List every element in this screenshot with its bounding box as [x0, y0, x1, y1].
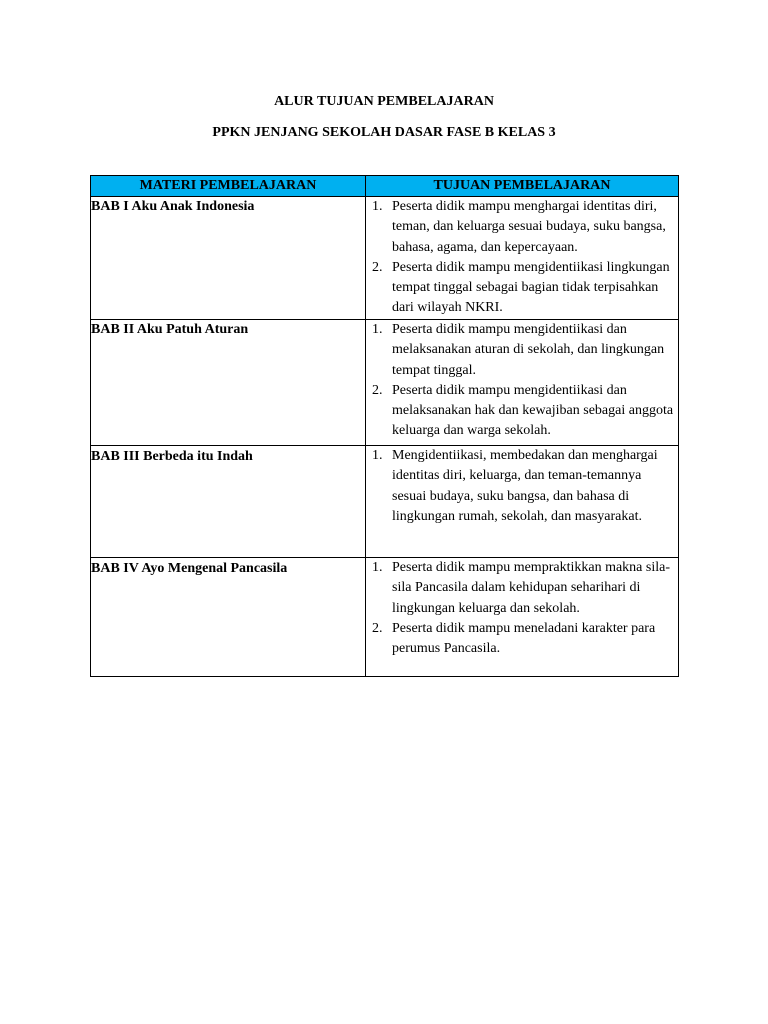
objective-item: 1. Mengidentiikasi, membedakan dan menghargai identitas diri, keluarga, dan teman-temannya sesuai budaya, suku bangsa, dan bahasa di lingkungan rumah, sekolah, dan masyarakat. [386, 446, 678, 527]
document-title: ALUR TUJUAN PEMBELAJARAN [274, 94, 494, 109]
materi-cell: BAB II Aku Patuh Aturan [91, 320, 366, 446]
objective-item: 1. Peserta didik mampu mengidentiikasi dan melaksanakan aturan di sekolah, dan lingkungan tempat tinggal. [386, 320, 678, 381]
header-materi: MATERI PEMBELAJARAN [91, 176, 366, 197]
table-header-row [91, 176, 679, 197]
header-tujuan: TUJUAN PEMBELAJARAN [366, 176, 679, 197]
objective-list [366, 558, 678, 659]
table-row [91, 320, 679, 446]
objective-list [366, 446, 678, 527]
tujuan-cell [366, 320, 679, 446]
objective-item: 1. Peserta didik mampu menghargai identitas diri, teman, dan keluarga sesuai budaya, suku bangsa, bahasa, agama, dan kepercayaan. [386, 197, 678, 258]
learning-objectives-table [90, 175, 679, 677]
table-row [91, 558, 679, 677]
tujuan-cell [366, 446, 679, 558]
materi-cell: BAB IV Ayo Mengenal Pancasila [91, 558, 366, 677]
document-subtitle: PPKN JENJANG SEKOLAH DASAR FASE B KELAS 3 [212, 125, 556, 140]
table-row [91, 446, 679, 558]
materi-cell: BAB III Berbeda itu Indah [91, 446, 366, 558]
tujuan-cell [366, 197, 679, 320]
table-row [91, 197, 679, 320]
tujuan-cell [366, 558, 679, 677]
objective-item: 2. Peserta didik mampu mengidentiikasi dan melaksanakan hak dan kewajiban sebagai anggota keluarga dan warga sekolah. [386, 381, 678, 442]
materi-cell: BAB I Aku Anak Indonesia [91, 197, 366, 320]
objective-item: 2. Peserta didik mampu meneladani karakter para perumus Pancasila. [386, 619, 678, 660]
objective-list [366, 320, 678, 442]
objective-item: 2. Peserta didik mampu mengidentiikasi lingkungan tempat tinggal sebagai bagian tidak terpisahkan dari wilayah NKRI. [386, 258, 678, 319]
objective-item: 1. Peserta didik mampu mempraktikkan makna sila-sila Pancasila dalam kehidupan seharihari di lingkungan keluarga dan sekolah. [386, 558, 678, 619]
objective-list [366, 197, 678, 319]
